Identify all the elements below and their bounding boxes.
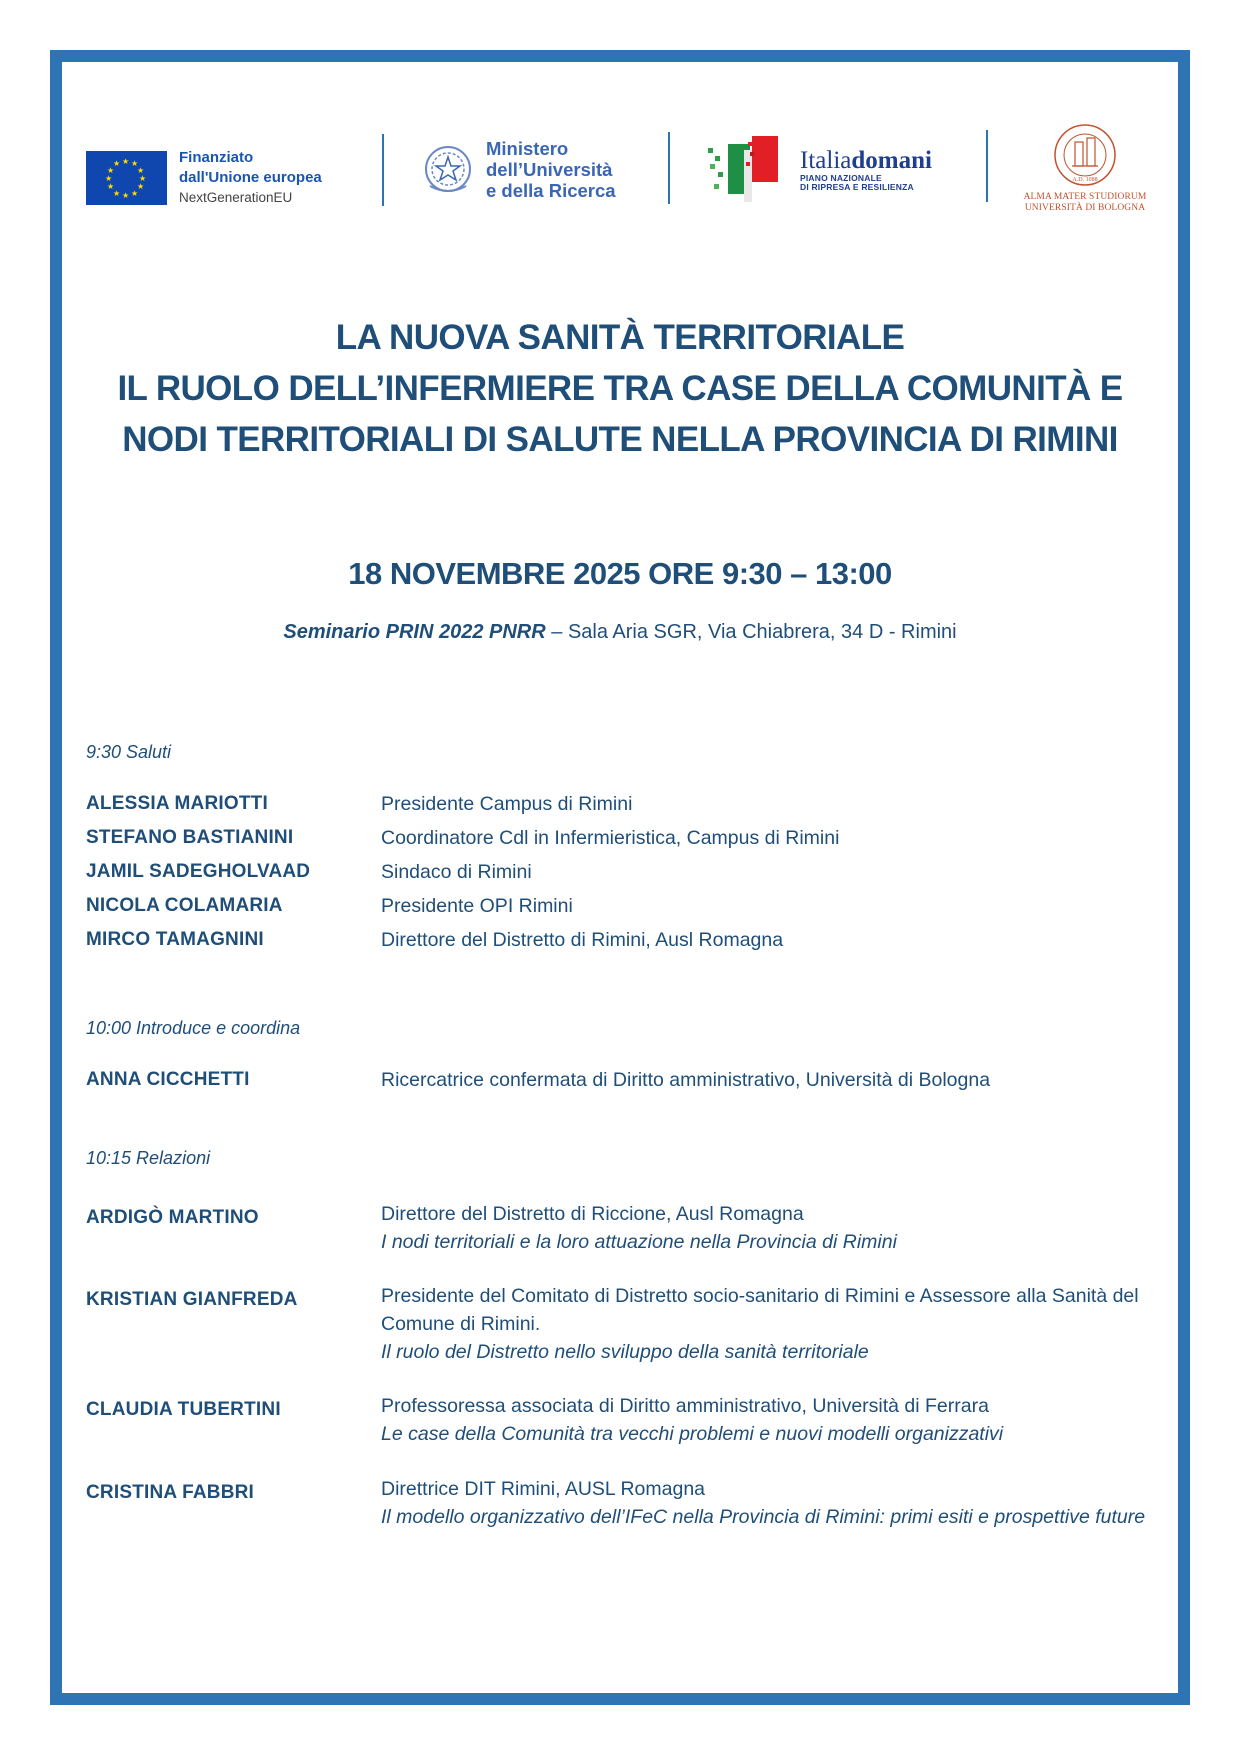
- speaker-row: [86, 1392, 1166, 1475]
- section-saluti-label: 9:30 Saluti: [86, 742, 172, 762]
- event-venue: [62, 621, 1178, 644]
- italian-flag-pixels-icon: [708, 134, 792, 206]
- unibo-logo: [1022, 122, 1148, 214]
- speaker-role: Ricercatrice confermata di Diritto amministrativo, Università di Bologna: [381, 1069, 991, 1091]
- unibo-logo-line1: ALMA MATER STUDIORUM: [1023, 192, 1147, 202]
- speaker-row: [86, 1066, 1166, 1120]
- section-introduce-label: 10:00 Introduce e coordina: [86, 1018, 301, 1038]
- venue-address: – Sala Aria SGR, Via Chiabrera, 34 D - Rimini: [545, 621, 957, 643]
- italiadomani-wordmark: Italiadomani: [800, 147, 932, 174]
- speaker-row: [86, 824, 1166, 858]
- ministry-logo: [420, 138, 616, 201]
- eu-logo-line2: dall'Unione europea: [179, 169, 322, 186]
- logo-divider: [668, 132, 670, 204]
- talk-title: I nodi territoriali e la loro attuazione nella Provincia di Rimini: [381, 1231, 897, 1253]
- speaker-row: [86, 790, 1166, 824]
- speaker-role: Direttrice DIT Rimini, AUSL Romagna: [381, 1478, 706, 1500]
- speaker-name: CLAUDIA TUBERTINI: [86, 1399, 281, 1420]
- speaker-row: [86, 1282, 1166, 1392]
- eu-funding-logo: [86, 148, 322, 208]
- program: [86, 740, 1166, 1531]
- venue-label: Seminario PRIN 2022 PNRR: [283, 621, 546, 643]
- speaker-name: ALESSIA MARIOTTI: [86, 793, 268, 814]
- title-line-3: NODI TERRITORIALI DI SALUTE NELLA PROVINCIA DI RIMINI: [122, 420, 1118, 459]
- speaker-role: Presidente Campus di Rimini: [381, 793, 633, 815]
- ministry-logo-line2: dell’Università: [486, 159, 613, 180]
- speaker-role: Sindaco di Rimini: [381, 861, 532, 883]
- logo-strip: [0, 120, 1240, 230]
- speaker-name: ARDIGÒ MARTINO: [86, 1207, 259, 1228]
- speaker-name: ANNA CICCHETTI: [86, 1069, 250, 1090]
- speaker-row: [86, 858, 1166, 892]
- italiadomani-logo: [708, 134, 932, 206]
- title-line-2: IL RUOLO DELL’INFERMIERE TRA CASE DELLA COMUNITÀ E: [117, 369, 1123, 408]
- speaker-row: [86, 1200, 1166, 1282]
- title-line-1: LA NUOVA SANITÀ TERRITORIALE: [335, 318, 905, 357]
- italian-republic-emblem-icon: [420, 142, 476, 198]
- logo-divider: [986, 130, 988, 202]
- speaker-name: NICOLA COLAMARIA: [86, 895, 283, 916]
- speaker-name: KRISTIAN GIANFREDA: [86, 1289, 298, 1310]
- talk-title: Il ruolo del Distretto nello sviluppo della sanità territoriale: [381, 1341, 869, 1363]
- section-relazioni-label: 10:15 Relazioni: [86, 1148, 211, 1168]
- speaker-name: STEFANO BASTIANINI: [86, 827, 294, 848]
- italiadomani-sub2: DI RIPRESA E RESILIENZA: [800, 182, 914, 192]
- speaker-role: Presidente del Comitato di Distretto socio-sanitario di Rimini e Assessore alla Sanità del Comune di Rimini.: [381, 1285, 1139, 1335]
- speaker-role: Presidente OPI Rimini: [381, 895, 573, 917]
- svg-text:A.D. 1088: A.D. 1088: [1072, 177, 1098, 183]
- speaker-row: [86, 1475, 1166, 1531]
- speaker-row: [86, 892, 1166, 926]
- eu-logo-line1: Finanziato: [179, 149, 254, 166]
- speaker-role: Direttore del Distretto di Rimini, Ausl Romagna: [381, 929, 784, 951]
- event-date: 18 NOVEMBRE 2025 ORE 9:30 – 13:00: [348, 556, 892, 591]
- unibo-logo-line2: UNIVERSITÀ DI BOLOGNA: [1024, 203, 1146, 213]
- eu-flag-icon: ★ ★ ★ ★ ★ ★ ★ ★ ★ ★ ★ ★: [86, 151, 167, 205]
- speaker-role: Coordinatore Cdl in Infermieristica, Campus di Rimini: [381, 827, 840, 849]
- speaker-role: Direttore del Distretto di Riccione, Ausl Romagna: [381, 1203, 804, 1225]
- logo-divider: [382, 134, 384, 206]
- ministry-logo-line1: Ministero: [486, 138, 569, 159]
- eu-logo-line3: NextGenerationEU: [179, 190, 293, 205]
- speaker-role: Professoressa associata di Diritto amministrativo, Università di Ferrara: [381, 1395, 989, 1417]
- university-seal-icon: [1052, 122, 1118, 188]
- talk-title: Il modello organizzativo dell’IFeC nella Provincia di Rimini: primi esiti e prospettive future: [381, 1506, 1146, 1528]
- italiadomani-sub1: PIANO NAZIONALE: [800, 173, 882, 183]
- speaker-name: MIRCO TAMAGNINI: [86, 929, 264, 950]
- ministry-logo-line3: e della Ricerca: [486, 180, 616, 201]
- speaker-name: JAMIL SADEGHOLVAAD: [86, 861, 311, 882]
- speaker-name: CRISTINA FABBRI: [86, 1482, 255, 1503]
- talk-title: Le case della Comunità tra vecchi problemi e nuovi modelli organizzativi: [381, 1423, 1004, 1445]
- page-title: [62, 312, 1178, 465]
- speaker-row: [86, 926, 1166, 960]
